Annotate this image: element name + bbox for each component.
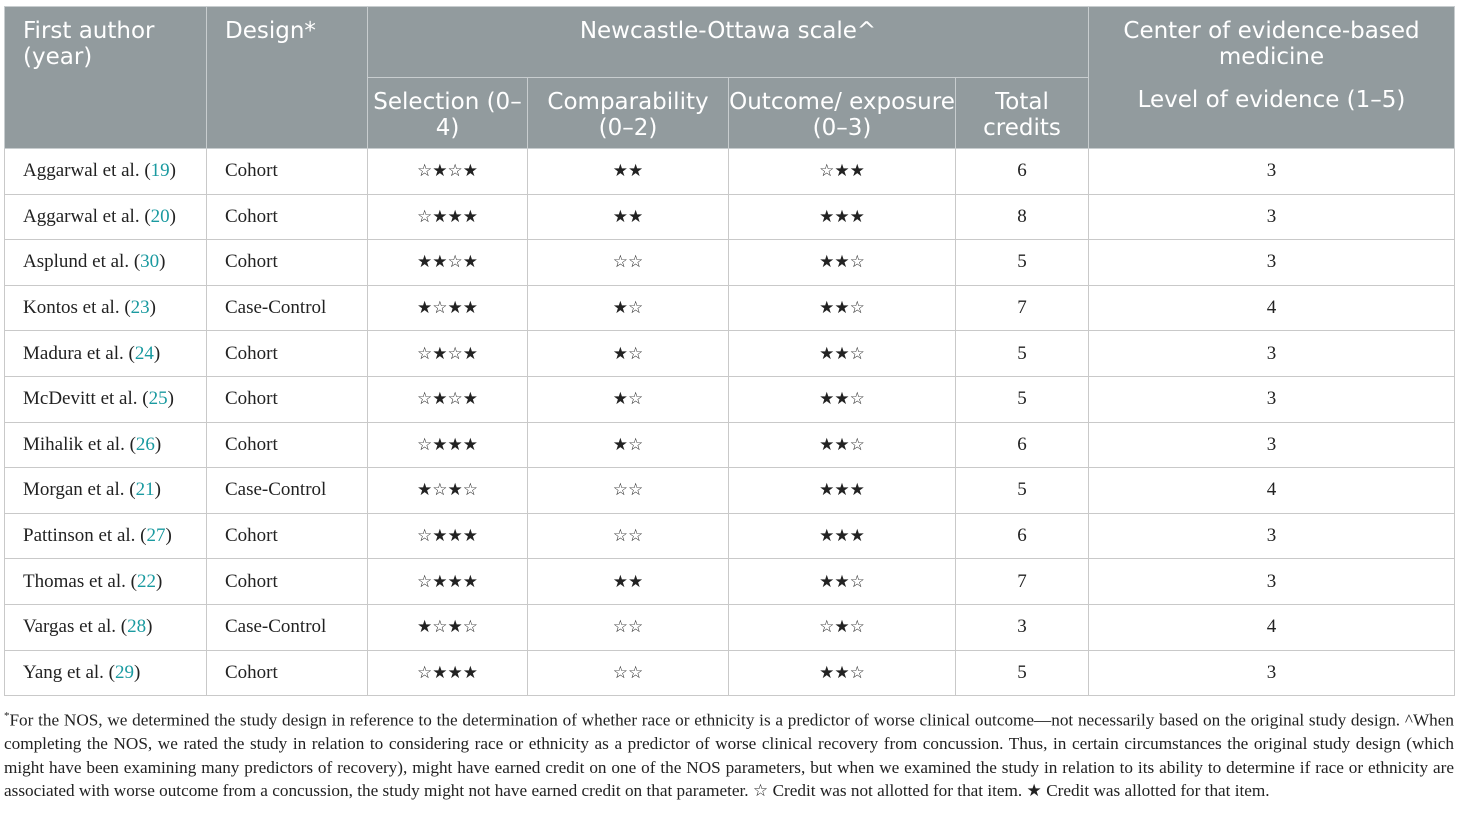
author-cell: Pattinson et al. (27): [5, 513, 207, 559]
outcome-cell: ★★☆: [729, 240, 956, 286]
author-cell: McDevitt et al. (25): [5, 376, 207, 422]
level-cell: 4: [1089, 604, 1455, 650]
header-selection: Selection (0–4): [368, 78, 528, 149]
table-row: [5, 331, 1455, 377]
reference-link[interactable]: 22: [136, 570, 156, 592]
author-cell: Thomas et al. (22): [5, 559, 207, 605]
author-cell: Yang et al. (29): [5, 650, 207, 696]
table-row: [5, 240, 1455, 286]
outcome-cell: ☆★☆: [729, 604, 956, 650]
design-cell: Case-Control: [207, 468, 368, 514]
selection-cell: ☆★★★: [368, 422, 528, 468]
header-comparability: Comparability (0–2): [528, 78, 729, 149]
selection-cell: ☆★☆★: [368, 376, 528, 422]
header-first-author: First author (year): [5, 7, 207, 149]
header-cebm-title: Center of evidence-based medicine: [1123, 18, 1420, 70]
comparability-cell: ☆☆: [528, 240, 729, 286]
design-cell: Cohort: [207, 559, 368, 605]
header-cebm: [1089, 7, 1455, 149]
level-cell: 3: [1089, 513, 1455, 559]
comparability-cell: ☆☆: [528, 513, 729, 559]
table-container: [4, 6, 1454, 696]
design-cell: Case-Control: [207, 604, 368, 650]
table-row: [5, 604, 1455, 650]
selection-cell: ★★☆★: [368, 240, 528, 286]
total-cell: 5: [956, 331, 1089, 377]
level-cell: 3: [1089, 149, 1455, 195]
author-cell: Madura et al. (24): [5, 331, 207, 377]
author-cell: Aggarwal et al. (20): [5, 194, 207, 240]
selection-cell: ☆★★★: [368, 559, 528, 605]
design-cell: Cohort: [207, 513, 368, 559]
outcome-cell: ★★☆: [729, 331, 956, 377]
outcome-cell: ★★☆: [729, 285, 956, 331]
comparability-cell: ★★: [528, 194, 729, 240]
selection-cell: ☆★☆★: [368, 331, 528, 377]
level-cell: 3: [1089, 559, 1455, 605]
reference-link[interactable]: 26: [135, 433, 155, 455]
reference-link[interactable]: 24: [134, 342, 154, 364]
reference-link[interactable]: 27: [146, 525, 166, 547]
level-cell: 3: [1089, 240, 1455, 286]
table-row: [5, 376, 1455, 422]
table-row: [5, 468, 1455, 514]
outcome-cell: ★★★: [729, 194, 956, 240]
outcome-cell: ★★☆: [729, 559, 956, 605]
selection-cell: ★☆★☆: [368, 604, 528, 650]
selection-cell: ☆★★★: [368, 194, 528, 240]
outcome-cell: ★★☆: [729, 650, 956, 696]
header-design: Design*: [207, 7, 368, 149]
table-row: [5, 513, 1455, 559]
total-cell: 3: [956, 604, 1089, 650]
selection-cell: ☆★☆★: [368, 149, 528, 195]
author-cell: Morgan et al. (21): [5, 468, 207, 514]
footnote-asterisk: *: [4, 710, 10, 722]
table-footnote: [4, 705, 1454, 803]
total-cell: 6: [956, 149, 1089, 195]
reference-link[interactable]: 20: [150, 205, 170, 227]
reference-link[interactable]: 30: [140, 251, 160, 273]
footnote-caret: ^: [1404, 710, 1413, 730]
table-row: [5, 149, 1455, 195]
design-cell: Cohort: [207, 376, 368, 422]
header-nos: Newcastle-Ottawa scale^: [368, 7, 1089, 78]
total-cell: 8: [956, 194, 1089, 240]
reference-link[interactable]: 28: [127, 616, 147, 638]
author-cell: Aggarwal et al. (19): [5, 149, 207, 195]
table-row: [5, 559, 1455, 605]
design-cell: Cohort: [207, 650, 368, 696]
comparability-cell: ★★: [528, 149, 729, 195]
design-cell: Cohort: [207, 331, 368, 377]
total-cell: 6: [956, 513, 1089, 559]
author-cell: Asplund et al. (30): [5, 240, 207, 286]
level-cell: 4: [1089, 285, 1455, 331]
reference-link[interactable]: 19: [150, 160, 170, 182]
footnote-text-1: For the NOS, we determined the study design in reference to the determination of whether race or ethnicity is a predictor of worse clinical outcome—not necessarily based on the original study design.: [9, 710, 1405, 730]
level-cell: 4: [1089, 468, 1455, 514]
comparability-cell: ★☆: [528, 285, 729, 331]
footnote-text-2: When completing the NOS, we rated the study in relation to considering race or ethnicity as a predictor of worse clinical recovery from concussion. Thus, in certain circumstances the original study design (which might have been examining many predictors of recovery), might have earned credit on one of the NOS parameters, but when we examined the study in relation to its ability to determine if race or ethnicity are associated with worse outcome from a concussion, the study might not have earned credit on that parameter. ☆ Credit was not allotted for that item. ★ Credit was allotted for that item.: [4, 710, 1454, 801]
comparability-cell: ☆☆: [528, 468, 729, 514]
outcome-cell: ★★★: [729, 513, 956, 559]
table-row: [5, 194, 1455, 240]
header-outcome: Outcome/ exposure (0–3): [729, 78, 956, 149]
selection-cell: ★☆★☆: [368, 468, 528, 514]
level-cell: 3: [1089, 422, 1455, 468]
comparability-cell: ★☆: [528, 376, 729, 422]
comparability-cell: ★★: [528, 559, 729, 605]
table-row: [5, 285, 1455, 331]
outcome-cell: ★★★: [729, 468, 956, 514]
total-cell: 5: [956, 376, 1089, 422]
table-row: [5, 650, 1455, 696]
table-row: [5, 422, 1455, 468]
reference-link[interactable]: 29: [115, 661, 135, 683]
comparability-cell: ☆☆: [528, 604, 729, 650]
outcome-cell: ☆★★: [729, 149, 956, 195]
total-cell: 7: [956, 285, 1089, 331]
level-cell: 3: [1089, 376, 1455, 422]
reference-link[interactable]: 21: [135, 479, 155, 501]
design-cell: Cohort: [207, 149, 368, 195]
header-total: Total credits: [956, 78, 1089, 149]
comparability-cell: ☆☆: [528, 650, 729, 696]
comparability-cell: ★☆: [528, 422, 729, 468]
outcome-cell: ★★☆: [729, 376, 956, 422]
author-cell: Kontos et al. (23): [5, 285, 207, 331]
selection-cell: ★☆★★: [368, 285, 528, 331]
selection-cell: ☆★★★: [368, 513, 528, 559]
design-cell: Cohort: [207, 194, 368, 240]
reference-link[interactable]: 23: [130, 297, 150, 319]
header-cebm-subtitle: Level of evidence (1–5): [1137, 87, 1406, 113]
selection-cell: ☆★★★: [368, 650, 528, 696]
outcome-cell: ★★☆: [729, 422, 956, 468]
total-cell: 5: [956, 240, 1089, 286]
level-cell: 3: [1089, 650, 1455, 696]
design-cell: Cohort: [207, 422, 368, 468]
design-cell: Cohort: [207, 240, 368, 286]
author-cell: Mihalik et al. (26): [5, 422, 207, 468]
total-cell: 5: [956, 650, 1089, 696]
level-cell: 3: [1089, 194, 1455, 240]
comparability-cell: ★☆: [528, 331, 729, 377]
total-cell: 7: [956, 559, 1089, 605]
quality-assessment-table: [4, 6, 1455, 696]
design-cell: Case-Control: [207, 285, 368, 331]
total-cell: 5: [956, 468, 1089, 514]
level-cell: 3: [1089, 331, 1455, 377]
total-cell: 6: [956, 422, 1089, 468]
reference-link[interactable]: 25: [148, 388, 168, 410]
author-cell: Vargas et al. (28): [5, 604, 207, 650]
